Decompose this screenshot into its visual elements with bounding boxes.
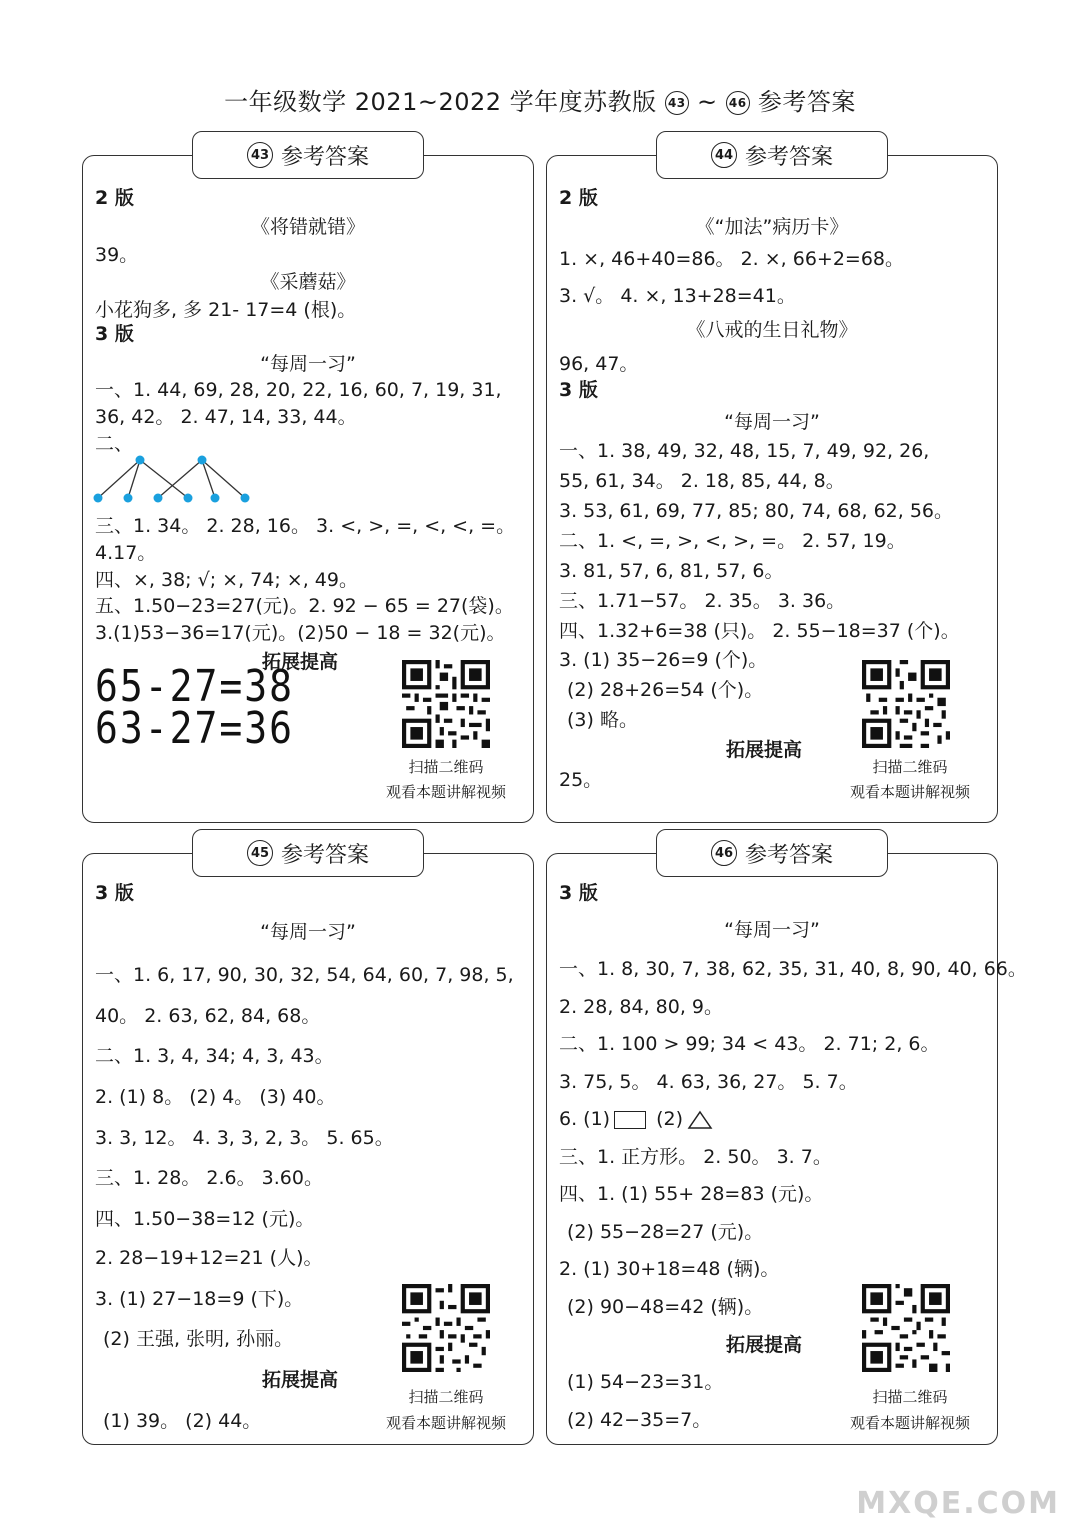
answer-line: 三、1. 34。 2. 28, 16。 3. <, >, =, <, <, =。: [95, 515, 516, 537]
qr-code-icon: [402, 1284, 490, 1372]
answer-line: 36, 42。 2. 47, 14, 33, 44。: [95, 406, 357, 428]
page-title: 一年级数学 2021~2022 学年度苏教版 43 ~ 46 参考答案: [224, 88, 856, 116]
answer-line: 25。: [559, 769, 603, 791]
qr-caption: 扫描二维码: [872, 1388, 948, 1406]
panel-tab-44: 44 参考答案: [656, 131, 888, 179]
number-badge: 44: [711, 142, 737, 168]
answer-line: (2) 42−35=7。: [567, 1409, 712, 1431]
match-dot: [136, 456, 145, 465]
match-dot: [154, 494, 163, 503]
number-badge: 45: [247, 840, 273, 866]
answer-line: 四、1. (1) 55+ 28=83 (元)。: [559, 1183, 824, 1205]
answer-line: 二、1. 3, 4, 34; 4, 3, 43。: [95, 1045, 334, 1067]
qr-caption: 扫描二维码: [872, 758, 948, 776]
match-dot: [184, 494, 193, 503]
answer-line: 2. (1) 8。 (2) 4。 (3) 40。: [95, 1086, 336, 1108]
answer-line: 一、1. 44, 69, 28, 20, 22, 16, 60, 7, 19, 31,: [95, 379, 502, 401]
answer-line: 2. (1) 30+18=48 (辆)。: [559, 1258, 780, 1280]
qr-caption: 观看本题讲解视频: [849, 1414, 970, 1432]
subsection-title: 《将错就错》: [250, 216, 365, 238]
rectangle-icon: [614, 1111, 646, 1129]
section-heading: 2 版: [559, 187, 598, 209]
number-badge: 43: [665, 91, 689, 115]
answer-line: 6. (1) (2): [559, 1107, 713, 1131]
section-heading: 3 版: [559, 379, 598, 401]
answer-line: 二、1. <, =, >, <, >, =。 2. 57, 19。: [559, 530, 906, 552]
answer-line: 一、1. 38, 49, 32, 48, 15, 7, 49, 92, 26,: [559, 440, 930, 462]
answer-line: 96, 47。: [559, 353, 639, 375]
panel-tab-43: 43 参考答案: [192, 131, 424, 179]
qr-caption: 观看本题讲解视频: [849, 783, 970, 801]
answer-line: 二、1. 100 > 99; 34 < 43。 2. 71; 2, 6。: [559, 1033, 940, 1055]
answer-line: (1) 39。 (2) 44。: [103, 1410, 262, 1432]
answer-line: 3. 3, 12。 4. 3, 3, 2, 3。 5. 65。: [95, 1127, 394, 1149]
answer-line: 四、×, 38; √; ×, 74; ×, 49。: [95, 569, 358, 591]
match-dot: [241, 494, 250, 503]
subsection-title: 《“加法”病历卡》: [695, 216, 849, 238]
answer-line: 2. 28, 84, 80, 9。: [559, 996, 724, 1018]
subsection-title: 拓展提高: [262, 1369, 339, 1391]
answer-line: (2) 王强, 张明, 孙丽。: [103, 1328, 294, 1350]
qr-caption: 观看本题讲解视频: [385, 1414, 506, 1432]
section-heading: 3 版: [95, 323, 134, 345]
answer-line: (1) 54−23=31。: [567, 1371, 724, 1393]
answer-line: 四、1.32+6=38 (只)。 2. 55−18=37 (个)。: [559, 620, 960, 642]
qr-code-icon: [862, 1284, 950, 1372]
answer-line: 五、1.50−23=27(元)。2. 92 − 65 = 27(袋)。: [95, 595, 514, 617]
answer-line: (2) 28+26=54 (个)。: [567, 679, 764, 701]
panel-tab-45: 45 参考答案: [192, 829, 424, 877]
number-badge: 43: [247, 142, 273, 168]
answer-line: (2) 55−28=27 (元)。: [567, 1221, 764, 1243]
subsection-title: “每周一习”: [260, 353, 356, 375]
subsection-title: 拓展提高: [726, 739, 803, 761]
answer-line: 3. 75, 5。 4. 63, 36, 27。 5. 7。: [559, 1071, 858, 1093]
watermark: MXQE.COM: [856, 1486, 1060, 1521]
subsection-title: “每周一习”: [260, 921, 356, 943]
section-heading: 3 版: [95, 882, 134, 904]
match-dot: [94, 494, 103, 503]
qr-caption: 扫描二维码: [408, 1388, 484, 1406]
panel-tab-46: 46 参考答案: [656, 829, 888, 877]
matchstick-equation: 63-27=36: [95, 702, 295, 754]
section-heading: 3 版: [559, 882, 598, 904]
answer-line: 三、1.71−57。 2. 35。 3. 36。: [559, 590, 846, 612]
qr-code-icon: [862, 660, 950, 748]
answer-line: 4.17。: [95, 542, 157, 564]
subsection-title: 《采蘑菇》: [260, 271, 356, 293]
answer-line: 三、1. 28。 2.6。 3.60。: [95, 1167, 323, 1189]
answer-line: 39。: [95, 244, 139, 266]
match-dot: [211, 494, 220, 503]
answer-line: 2. 28−19+12=21 (人)。: [95, 1247, 323, 1269]
answer-line: 55, 61, 34。 2. 18, 85, 44, 8。: [559, 470, 845, 492]
answer-line: (3) 略。: [567, 709, 638, 731]
qr-code-icon: [402, 660, 490, 748]
answer-line: 3. (1) 35−26=9 (个)。: [559, 649, 768, 671]
answer-line: 一、1. 8, 30, 7, 38, 62, 35, 31, 40, 8, 90, 40, 66。: [559, 958, 1027, 980]
answer-line: 一、1. 6, 17, 90, 30, 32, 54, 64, 60, 7, 98, 5,: [95, 964, 514, 986]
answer-line: 40。 2. 63, 62, 84, 68。: [95, 1005, 321, 1027]
qr-caption: 观看本题讲解视频: [385, 783, 506, 801]
subsection-title: 《八戒的生日礼物》: [686, 319, 858, 341]
answer-line: 3.(1)53−36=17(元)。(2)50 − 18 = 32(元)。: [95, 622, 506, 644]
answer-line: 四、1.50−38=12 (元)。: [95, 1208, 315, 1230]
answer-line: 3. 53, 61, 69, 77, 85; 80, 74, 68, 62, 56。: [559, 500, 954, 522]
answer-line: 二、: [95, 433, 134, 455]
matchstick-equation: 65-27=38: [95, 660, 295, 712]
triangle-icon: [687, 1110, 713, 1130]
subsection-title: “每周一习”: [724, 411, 820, 433]
subsection-title: “每周一习”: [724, 919, 820, 941]
number-badge: 46: [711, 840, 737, 866]
answer-line: 3. √。 4. ×, 13+28=41。: [559, 285, 796, 307]
answer-line: 1. ×, 46+40=86。 2. ×, 66+2=68。: [559, 248, 905, 270]
subsection-title: 拓展提高: [262, 651, 339, 673]
answer-line: (2) 90−48=42 (辆)。: [567, 1296, 764, 1318]
answer-line: 三、1. 正方形。 2. 50。 3. 7。: [559, 1146, 832, 1168]
match-dot: [124, 494, 133, 503]
match-dot: [198, 456, 207, 465]
answer-line: 小花狗多, 多 21- 17=4 (根)。: [95, 299, 357, 321]
number-badge: 46: [726, 91, 750, 115]
answer-line: 3. 81, 57, 6, 81, 57, 6。: [559, 560, 784, 582]
qr-caption: 扫描二维码: [408, 758, 484, 776]
subsection-title: 拓展提高: [726, 1334, 803, 1356]
section-heading: 2 版: [95, 187, 134, 209]
matching-diagram: [90, 452, 260, 508]
answer-line: 3. (1) 27−18=9 (下)。: [95, 1288, 304, 1310]
